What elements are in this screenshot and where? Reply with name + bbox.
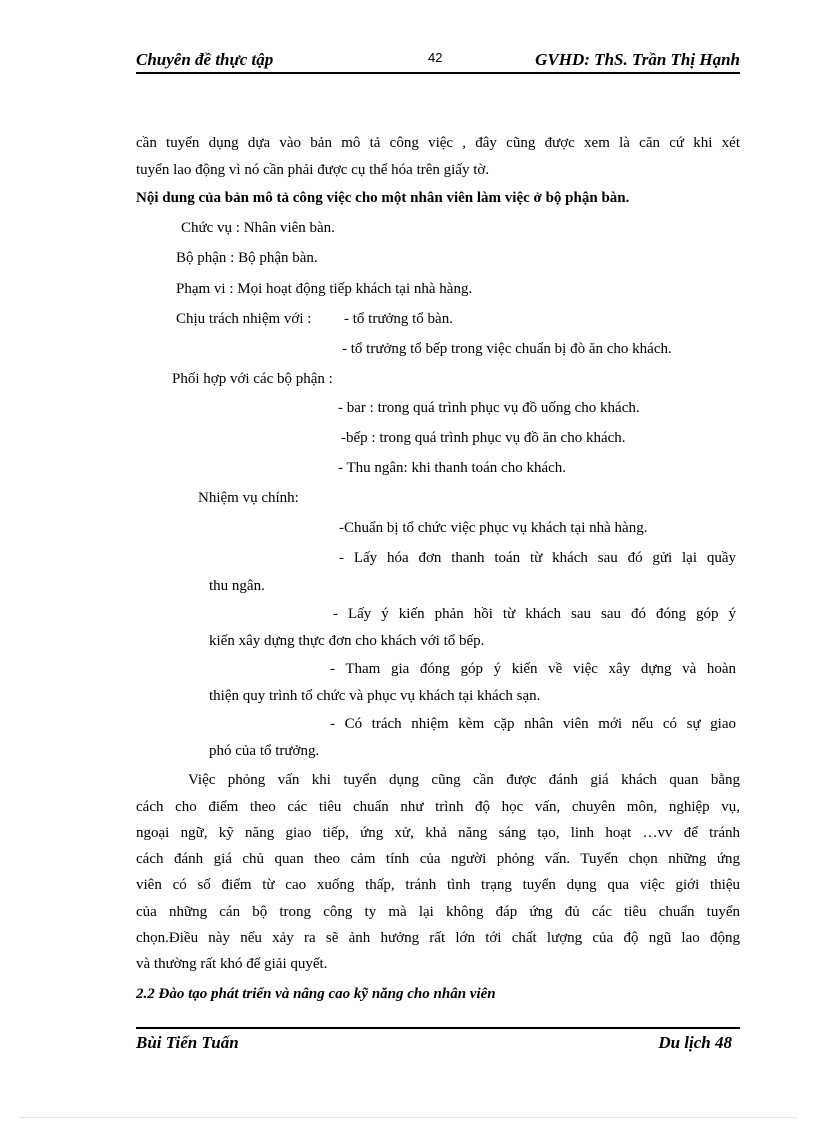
paragraph-line-1: Việc phỏng vấn khi tuyển dụng cũng cần được đánh giá khách quan bằng <box>188 772 740 788</box>
duty-item-5-cont: phó của tổ trưởng. <box>209 743 320 759</box>
responsible-label: Chịu trách nhiệm với : <box>176 311 312 327</box>
header-title: Chuyên đề thực tập <box>136 50 274 69</box>
paragraph-line-6: của những cán bộ trong công ty mà lại không đáp ứng đủ các tiêu chuẩn tuyển <box>136 904 740 920</box>
position-line: Chức vụ : Nhân viên bàn. <box>181 220 335 236</box>
footer-class: Du lịch 48 <box>658 1033 732 1052</box>
paragraph-line-3: ngoại ngữ, kỹ năng giao tiếp, ứng xử, khả năng sáng tạo, linh hoạt …vv để tránh <box>136 825 740 841</box>
footer-author: Bùi Tiến Tuấn <box>136 1033 239 1052</box>
duties-label: Nhiệm vụ chính: <box>198 490 299 506</box>
duty-item-4-cont: thiện quy trình tổ chức và phục vụ khách tại khách sạn. <box>209 688 541 704</box>
paragraph-line-7: chọn.Điều này nếu xảy ra sẽ ảnh hưởng rất lớn tới chất lượng của độ ngũ lao động <box>136 930 740 946</box>
duty-item-5: - Có trách nhiệm kèm cặp nhân viên mới nếu có sự giao <box>330 716 736 732</box>
duty-item-3: - Lấy ý kiến phản hồi từ khách sau sau đó đóng góp ý <box>333 606 736 622</box>
coordinate-label: Phối hợp với các bộ phận : <box>172 371 333 387</box>
responsible-item-1: - tổ trưởng tổ bàn. <box>344 311 453 327</box>
paragraph-line-2: cách cho điểm theo các tiêu chuẩn như trình độ học vấn, chuyên môn, nghiệp vụ, <box>136 799 740 815</box>
coordinate-item-3: - Thu ngân: khi thanh toán cho khách. <box>338 460 567 476</box>
paragraph-line-5: viên có số điểm từ cao xuống thấp, tránh tình trạng tuyển dụng qua việc giới thiệu <box>136 877 740 893</box>
scope-line: Phạm vi : Mọi hoạt động tiếp khách tại nhà hàng. <box>176 281 473 297</box>
coordinate-item-2: -bếp : trong quá trình phục vụ đồ ăn cho khách. <box>341 430 626 446</box>
page-edge-dotted-line <box>20 1117 796 1118</box>
duty-item-3-cont: kiến xây dựng thực đơn cho khách với tổ bếp. <box>209 633 485 649</box>
subsection-title: 2.2 Đào tạo phát triển và nâng cao kỹ năng cho nhân viên <box>136 986 496 1002</box>
footer-rule <box>136 1027 740 1029</box>
intro-line-1: cần tuyển dụng dựa vào bản mô tả công việc , đây cũng được xem là căn cứ khi xét <box>136 135 740 151</box>
duty-item-1: -Chuẩn bị tổ chức việc phục vụ khách tại nhà hàng. <box>339 520 648 536</box>
duty-item-4: - Tham gia đóng góp ý kiến về việc xây dựng và hoàn <box>330 661 736 677</box>
coordinate-item-1: - bar : trong quá trình phục vụ đồ uống cho khách. <box>338 400 640 416</box>
intro-line-2: tuyển lao động vì nó cần phải được cụ thể hóa trên giấy tờ. <box>136 162 490 178</box>
header-advisor: GVHD: ThS. Trần Thị Hạnh <box>535 50 740 69</box>
responsible-item-2: - tổ trưởng tổ bếp trong việc chuẩn bị đò ăn cho khách. <box>342 341 672 357</box>
duty-item-2-cont: thu ngân. <box>209 578 265 594</box>
paragraph-line-4: cách đánh giá chủ quan theo cảm tính của người phỏng vấn. Tuyển chọn những ứng <box>136 851 740 867</box>
section-title: Nội dung của bản mô tả công việc cho một nhân viên làm việc ở bộ phận bàn. <box>136 190 630 206</box>
department-line: Bộ phận : Bộ phận bàn. <box>176 250 318 266</box>
duty-item-2: - Lấy hóa đơn thanh toán từ khách sau đó gửi lại quầy <box>339 550 736 566</box>
page-number: 42 <box>428 50 443 65</box>
page-header <box>136 48 740 74</box>
paragraph-line-8: và thường rất khó để giải quyết. <box>136 956 328 972</box>
